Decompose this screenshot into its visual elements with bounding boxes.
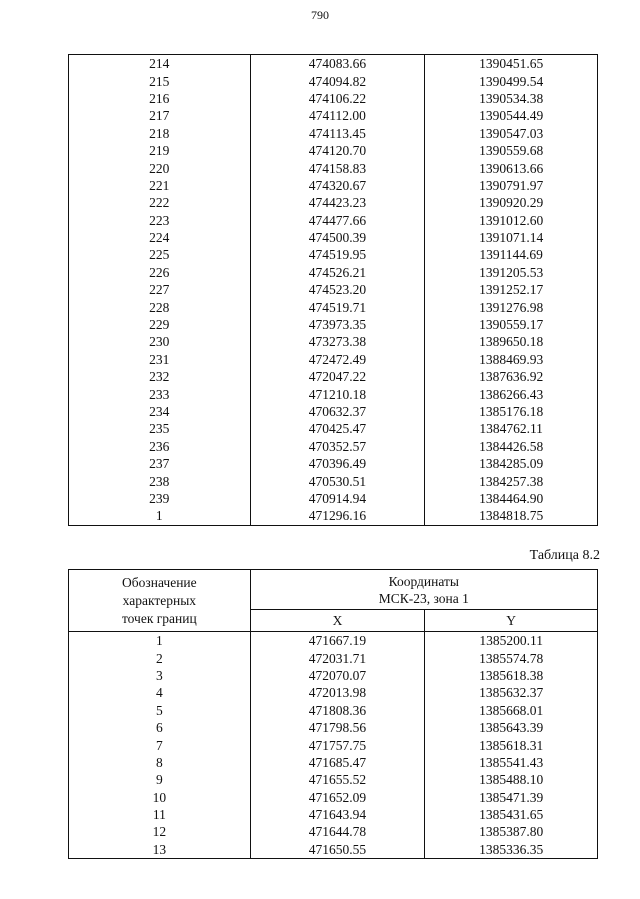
x-coordinate-cell: 471655.52 bbox=[250, 771, 425, 788]
y-coordinate-cell: 1384285.09 bbox=[425, 455, 598, 472]
point-number-cell: 1 bbox=[69, 632, 251, 650]
y-coordinate-cell: 1390559.17 bbox=[425, 316, 598, 333]
x-coordinate-cell: 471667.19 bbox=[250, 632, 425, 650]
table-row bbox=[69, 368, 598, 385]
y-coordinate-cell: 1385176.18 bbox=[425, 403, 598, 420]
point-number-cell: 236 bbox=[69, 438, 251, 455]
point-number-cell: 215 bbox=[69, 72, 251, 89]
x-coordinate-cell: 474477.66 bbox=[250, 212, 425, 229]
x-coordinate-cell: 474112.00 bbox=[250, 107, 425, 124]
point-number-cell: 227 bbox=[69, 281, 251, 298]
header-coordinates bbox=[250, 570, 597, 610]
y-coordinate-cell: 1390544.49 bbox=[425, 107, 598, 124]
point-number-cell: 5 bbox=[69, 702, 251, 719]
table-row bbox=[69, 194, 598, 211]
table-row bbox=[69, 177, 598, 194]
table-row bbox=[69, 806, 598, 823]
header-points-line3: точек границ bbox=[121, 610, 197, 626]
table-row bbox=[69, 472, 598, 489]
point-number-cell: 10 bbox=[69, 789, 251, 806]
point-number-cell: 11 bbox=[69, 806, 251, 823]
header-points-line2: характерных bbox=[122, 592, 197, 608]
point-number-cell: 239 bbox=[69, 490, 251, 507]
table-row bbox=[69, 264, 598, 281]
point-number-cell: 219 bbox=[69, 142, 251, 159]
table-row bbox=[69, 125, 598, 142]
y-coordinate-cell: 1390534.38 bbox=[425, 90, 598, 107]
header-coordinates-line1: Координаты bbox=[388, 573, 459, 589]
header-points-line1: Обозначение bbox=[122, 574, 197, 590]
point-number-cell: 216 bbox=[69, 90, 251, 107]
point-number-cell: 217 bbox=[69, 107, 251, 124]
table-row bbox=[69, 754, 598, 771]
x-coordinate-cell: 470530.51 bbox=[250, 472, 425, 489]
table-row bbox=[69, 789, 598, 806]
table-row bbox=[69, 316, 598, 333]
point-number-cell: 1 bbox=[69, 507, 251, 525]
y-coordinate-cell: 1384257.38 bbox=[425, 472, 598, 489]
x-coordinate-cell: 474120.70 bbox=[250, 142, 425, 159]
table-row bbox=[69, 281, 598, 298]
x-coordinate-cell: 471757.75 bbox=[250, 736, 425, 753]
x-coordinate-cell: 470352.57 bbox=[250, 438, 425, 455]
x-coordinate-cell: 471643.94 bbox=[250, 806, 425, 823]
table-row bbox=[69, 841, 598, 859]
y-coordinate-cell: 1390499.54 bbox=[425, 72, 598, 89]
table-row bbox=[69, 212, 598, 229]
x-coordinate-cell: 472013.98 bbox=[250, 684, 425, 701]
point-number-cell: 235 bbox=[69, 420, 251, 437]
coordinates-table-8-2 bbox=[68, 569, 598, 859]
x-coordinate-cell: 474423.23 bbox=[250, 194, 425, 211]
y-coordinate-cell: 1385200.11 bbox=[425, 632, 598, 650]
x-coordinate-cell: 474519.95 bbox=[250, 246, 425, 263]
x-coordinate-cell: 474320.67 bbox=[250, 177, 425, 194]
point-number-cell: 231 bbox=[69, 351, 251, 368]
page-number: 790 bbox=[311, 8, 329, 22]
x-coordinate-cell: 474113.45 bbox=[250, 125, 425, 142]
point-number-cell: 228 bbox=[69, 298, 251, 315]
point-number-cell: 12 bbox=[69, 823, 251, 840]
y-coordinate-cell: 1385387.80 bbox=[425, 823, 598, 840]
table-caption: Таблица 8.2 bbox=[529, 548, 600, 563]
y-coordinate-cell: 1385471.39 bbox=[425, 789, 598, 806]
point-number-cell: 3 bbox=[69, 667, 251, 684]
y-coordinate-cell: 1391205.53 bbox=[425, 264, 598, 281]
table-row bbox=[69, 632, 598, 650]
table-row bbox=[69, 159, 598, 176]
x-coordinate-cell: 472070.07 bbox=[250, 667, 425, 684]
y-coordinate-cell: 1391144.69 bbox=[425, 246, 598, 263]
table-row bbox=[69, 385, 598, 402]
point-number-cell: 229 bbox=[69, 316, 251, 333]
table-row bbox=[69, 246, 598, 263]
point-number-cell: 223 bbox=[69, 212, 251, 229]
header-coordinates-line2: МСК-23, зона 1 bbox=[378, 590, 469, 606]
x-coordinate-cell: 470914.94 bbox=[250, 490, 425, 507]
y-coordinate-cell: 1390451.65 bbox=[425, 55, 598, 73]
point-number-cell: 220 bbox=[69, 159, 251, 176]
x-coordinate-cell: 473973.35 bbox=[250, 316, 425, 333]
y-coordinate-cell: 1385541.43 bbox=[425, 754, 598, 771]
table-row bbox=[69, 702, 598, 719]
y-coordinate-cell: 1385574.78 bbox=[425, 649, 598, 666]
x-coordinate-cell: 471296.16 bbox=[250, 507, 425, 525]
point-number-cell: 225 bbox=[69, 246, 251, 263]
table-row bbox=[69, 229, 598, 246]
table-row bbox=[69, 823, 598, 840]
table-row bbox=[69, 55, 598, 73]
y-coordinate-cell: 1384464.90 bbox=[425, 490, 598, 507]
point-number-cell: 237 bbox=[69, 455, 251, 472]
y-coordinate-cell: 1385618.38 bbox=[425, 667, 598, 684]
x-coordinate-cell: 473273.38 bbox=[250, 333, 425, 350]
x-coordinate-cell: 471650.55 bbox=[250, 841, 425, 859]
x-coordinate-cell: 474519.71 bbox=[250, 298, 425, 315]
y-coordinate-cell: 1386266.43 bbox=[425, 385, 598, 402]
y-coordinate-cell: 1385618.31 bbox=[425, 736, 598, 753]
y-coordinate-cell: 1385431.65 bbox=[425, 806, 598, 823]
x-coordinate-cell: 470632.37 bbox=[250, 403, 425, 420]
point-number-cell: 218 bbox=[69, 125, 251, 142]
table-row bbox=[69, 736, 598, 753]
point-number-cell: 13 bbox=[69, 841, 251, 859]
x-coordinate-cell: 472472.49 bbox=[250, 351, 425, 368]
point-number-cell: 221 bbox=[69, 177, 251, 194]
x-coordinate-cell: 474083.66 bbox=[250, 55, 425, 73]
table-row bbox=[69, 719, 598, 736]
x-coordinate-cell: 474106.22 bbox=[250, 90, 425, 107]
x-coordinate-cell: 474523.20 bbox=[250, 281, 425, 298]
y-coordinate-cell: 1391276.98 bbox=[425, 298, 598, 315]
y-coordinate-cell: 1391071.14 bbox=[425, 229, 598, 246]
y-coordinate-cell: 1385336.35 bbox=[425, 841, 598, 859]
coordinates-table-continued bbox=[68, 54, 598, 526]
table-row bbox=[69, 403, 598, 420]
header-y: Y bbox=[425, 610, 598, 632]
table-row bbox=[69, 298, 598, 315]
x-coordinate-cell: 474094.82 bbox=[250, 72, 425, 89]
x-coordinate-cell: 472047.22 bbox=[250, 368, 425, 385]
table-row bbox=[69, 667, 598, 684]
point-number-cell: 7 bbox=[69, 736, 251, 753]
table-row bbox=[69, 438, 598, 455]
point-number-cell: 4 bbox=[69, 684, 251, 701]
y-coordinate-cell: 1390920.29 bbox=[425, 194, 598, 211]
point-number-cell: 9 bbox=[69, 771, 251, 788]
point-number-cell: 6 bbox=[69, 719, 251, 736]
y-coordinate-cell: 1387636.92 bbox=[425, 368, 598, 385]
y-coordinate-cell: 1385488.10 bbox=[425, 771, 598, 788]
x-coordinate-cell: 474500.39 bbox=[250, 229, 425, 246]
point-number-cell: 226 bbox=[69, 264, 251, 281]
y-coordinate-cell: 1384426.58 bbox=[425, 438, 598, 455]
y-coordinate-cell: 1385668.01 bbox=[425, 702, 598, 719]
table-row bbox=[69, 420, 598, 437]
y-coordinate-cell: 1385632.37 bbox=[425, 684, 598, 701]
x-coordinate-cell: 474526.21 bbox=[250, 264, 425, 281]
y-coordinate-cell: 1390547.03 bbox=[425, 125, 598, 142]
header-points bbox=[69, 570, 251, 632]
point-number-cell: 8 bbox=[69, 754, 251, 771]
point-number-cell: 222 bbox=[69, 194, 251, 211]
header-x: X bbox=[250, 610, 425, 632]
x-coordinate-cell: 472031.71 bbox=[250, 649, 425, 666]
table-row bbox=[69, 351, 598, 368]
point-number-cell: 238 bbox=[69, 472, 251, 489]
table-row bbox=[69, 142, 598, 159]
table-row bbox=[69, 72, 598, 89]
point-number-cell: 230 bbox=[69, 333, 251, 350]
point-number-cell: 2 bbox=[69, 649, 251, 666]
y-coordinate-cell: 1390613.66 bbox=[425, 159, 598, 176]
table-row bbox=[69, 507, 598, 525]
table-row bbox=[69, 649, 598, 666]
y-coordinate-cell: 1384762.11 bbox=[425, 420, 598, 437]
y-coordinate-cell: 1390791.97 bbox=[425, 177, 598, 194]
y-coordinate-cell: 1388469.93 bbox=[425, 351, 598, 368]
table-row bbox=[69, 90, 598, 107]
y-coordinate-cell: 1391252.17 bbox=[425, 281, 598, 298]
x-coordinate-cell: 470425.47 bbox=[250, 420, 425, 437]
x-coordinate-cell: 471210.18 bbox=[250, 385, 425, 402]
y-coordinate-cell: 1385643.39 bbox=[425, 719, 598, 736]
table-row bbox=[69, 333, 598, 350]
y-coordinate-cell: 1390559.68 bbox=[425, 142, 598, 159]
point-number-cell: 233 bbox=[69, 385, 251, 402]
table-row bbox=[69, 684, 598, 701]
x-coordinate-cell: 471652.09 bbox=[250, 789, 425, 806]
point-number-cell: 234 bbox=[69, 403, 251, 420]
y-coordinate-cell: 1391012.60 bbox=[425, 212, 598, 229]
table-row bbox=[69, 490, 598, 507]
x-coordinate-cell: 470396.49 bbox=[250, 455, 425, 472]
point-number-cell: 214 bbox=[69, 55, 251, 73]
y-coordinate-cell: 1389650.18 bbox=[425, 333, 598, 350]
x-coordinate-cell: 471798.56 bbox=[250, 719, 425, 736]
point-number-cell: 232 bbox=[69, 368, 251, 385]
table-row bbox=[69, 107, 598, 124]
x-coordinate-cell: 471808.36 bbox=[250, 702, 425, 719]
y-coordinate-cell: 1384818.75 bbox=[425, 507, 598, 525]
table-row bbox=[69, 771, 598, 788]
table-row bbox=[69, 455, 598, 472]
x-coordinate-cell: 471685.47 bbox=[250, 754, 425, 771]
point-number-cell: 224 bbox=[69, 229, 251, 246]
x-coordinate-cell: 474158.83 bbox=[250, 159, 425, 176]
x-coordinate-cell: 471644.78 bbox=[250, 823, 425, 840]
